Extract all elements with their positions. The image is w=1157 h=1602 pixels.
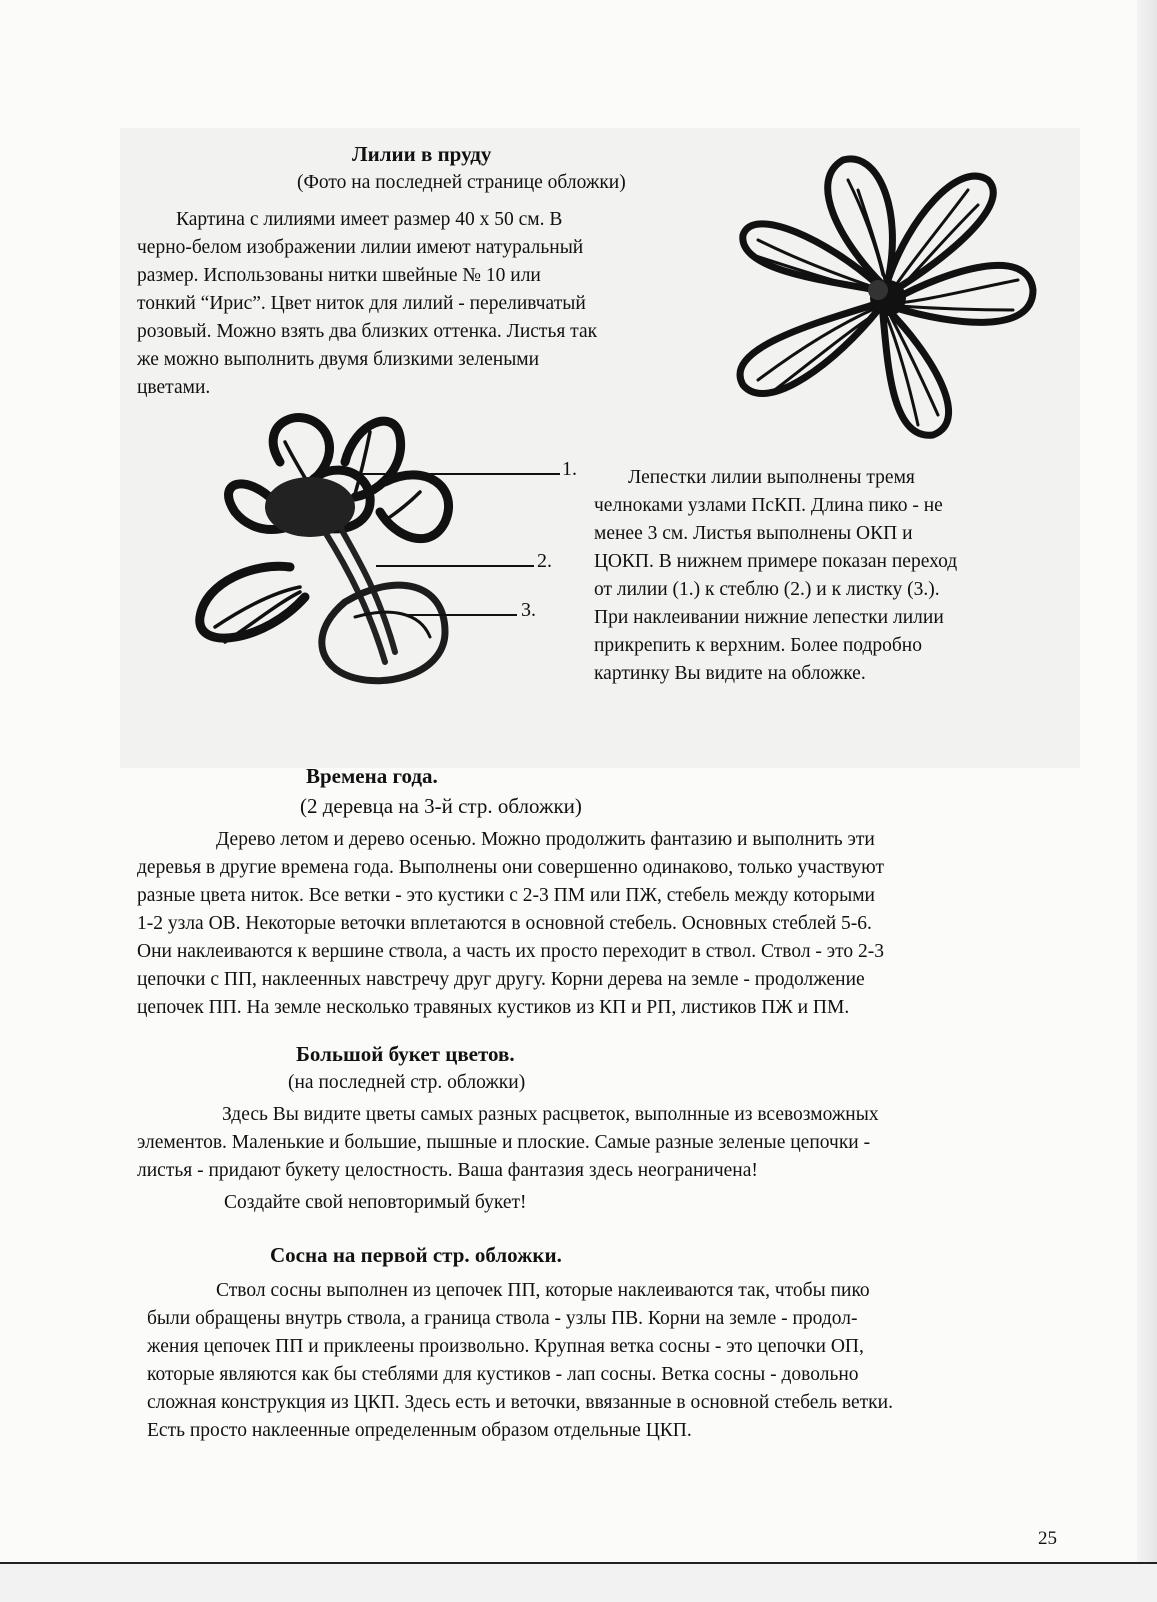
pine-line-5: сложная конструкция из ЦКП. Здесь есть и веточки, ввязанные в основной стебель ветки. bbox=[147, 1392, 893, 1413]
pine-title: Сосна на первой стр. обложки. bbox=[270, 1243, 562, 1267]
lilies-right-line-1: Лепестки лилии выполнены тремя bbox=[628, 467, 915, 488]
label-3: 3. bbox=[521, 599, 536, 621]
pine-line-4: которые являются как бы стеблями для кустиков - лап сосны. Ветка сосны - довольно bbox=[147, 1364, 859, 1385]
lilies-line-2: черно-белом изображении лилии имеют натуральный bbox=[137, 237, 584, 258]
seasons-line-5: Они наклеиваются к вершине ствола, а часть их просто переходит в ствол. Ствол - это 2-3 bbox=[137, 941, 885, 962]
lilies-right-line-8: картинку Вы видите на обложке. bbox=[594, 663, 866, 684]
seasons-line-2: деревья в другие времена года. Выполнены они совершенно одинаково, только участвуют bbox=[137, 857, 885, 878]
lilies-right-line-3: менее 3 см. Листья выполнены ОКП и bbox=[594, 523, 913, 544]
seasons-line-3: разные цвета ниток. Все ветки - это кустики с 2-3 ПМ или ПЖ, стебель между которыми bbox=[137, 885, 875, 906]
seasons-subtitle: (2 деревца на 3-й стр. обложки) bbox=[300, 794, 582, 818]
lilies-line-5: розовый. Можно взять два близких оттенка. Листья так bbox=[137, 321, 598, 342]
seasons-line-4: 1-2 узла ОВ. Некоторые веточки вплетаются в основной стебель. Основных стеблей 5-6. bbox=[137, 913, 872, 934]
lilies-line-6: же можно выполнить двумя близкими зелеными bbox=[137, 349, 540, 370]
pine-line-2: были обращены внутрь ствола, а граница ствола - узлы ПВ. Корни на земле - продол- bbox=[147, 1308, 858, 1329]
lilies-right-line-2: челноками узлами ПсКП. Длина пико - не bbox=[594, 495, 943, 516]
lilies-line-3: размер. Использованы нитки швейные № 10 или bbox=[137, 265, 541, 286]
page-number: 25 bbox=[1038, 1528, 1057, 1549]
bouquet-line-1: Здесь Вы видите цветы самых разных расцветок, выполнные из всевозможных bbox=[222, 1104, 879, 1125]
seasons-line-1: Дерево летом и дерево осенью. Можно продолжить фантазию и выполнить эти bbox=[216, 829, 875, 850]
seasons-line-7: цепочек ПП. На земле несколько травяных кустиков из КП и РП, листиков ПЖ и ПМ. bbox=[137, 997, 850, 1018]
label-1: 1. bbox=[562, 458, 577, 480]
label-3-leader bbox=[405, 614, 517, 616]
page-bottom-edge bbox=[0, 1562, 1157, 1602]
pine-line-3: жения цепочек ПП и приклеены произвольно. Крупная ветка сосны - это цепочки ОП, bbox=[147, 1336, 864, 1357]
lilies-right-line-7: прикрепить к верхним. Более подробно bbox=[594, 635, 922, 656]
label-1-leader bbox=[346, 473, 560, 475]
pine-line-6: Есть просто наклеенные определенным образом отдельные ЦКП. bbox=[147, 1420, 692, 1441]
label-2-leader bbox=[376, 565, 534, 567]
seasons-line-6: цепочки с ПП, наклеенных навстречу друг другу. Корни дерева на земле - продолжение bbox=[137, 969, 865, 990]
seasons-title: Времена года. bbox=[306, 764, 438, 788]
pine-line-1: Ствол сосны выполнен из цепочек ПП, которые наклеиваются так, чтобы пико bbox=[216, 1280, 870, 1301]
lilies-right-line-6: При наклеивании нижние лепестки лилии bbox=[594, 607, 944, 628]
lily-illustration-top bbox=[728, 150, 1048, 450]
lilies-line-1: Картина с лилиями имеет размер 40 х 50 см. В bbox=[176, 209, 563, 230]
lilies-line-7: цветами. bbox=[137, 377, 211, 398]
bouquet-line-3: листья - придают букету целостность. Ваша фантазия здесь неограничена! bbox=[137, 1160, 758, 1181]
bouquet-title: Большой букет цветов. bbox=[296, 1042, 515, 1066]
lilies-line-4: тонкий “Ирис”. Цвет ниток для лилий - переливчатый bbox=[137, 293, 586, 314]
page-right-edge bbox=[1137, 0, 1157, 1600]
lilies-right-line-5: от лилии (1.) к стеблю (2.) и к листку (3.). bbox=[594, 579, 940, 600]
label-2: 2. bbox=[537, 550, 552, 572]
bouquet-line-2: элементов. Маленькие и большие, пышные и плоские. Самые разные зеленые цепочки - bbox=[137, 1132, 871, 1153]
bouquet-line-4: Создайте свой неповторимый букет! bbox=[224, 1192, 527, 1213]
bouquet-subtitle: (на последней стр. обложки) bbox=[288, 1072, 526, 1093]
lily-illustration-bottom bbox=[195, 402, 515, 702]
lilies-title: Лилии в пруду bbox=[352, 142, 492, 166]
lilies-right-line-4: ЦОКП. В нижнем примере показан переход bbox=[594, 551, 958, 572]
lilies-subtitle: (Фото на последней странице обложки) bbox=[297, 172, 626, 193]
